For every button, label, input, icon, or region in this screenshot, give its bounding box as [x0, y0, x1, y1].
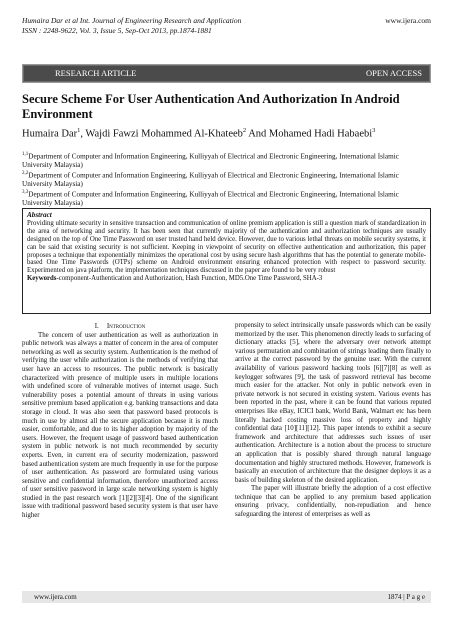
author-affiliation-mark: 3 [372, 127, 376, 134]
page-footer [22, 591, 431, 603]
page-number: 1874 | P a g e [387, 593, 425, 601]
keywords-line [27, 275, 426, 283]
journal-citation-line: Humaira Dar et al Int. Journal of Engineering Research and Application [22, 16, 242, 25]
author-name: , Wajdi Fawzi Mohammed Al-Khateeb [80, 128, 243, 140]
article-type-banner [22, 64, 431, 83]
research-article-label: RESEARCH ARTICLE [55, 68, 137, 78]
author-name: Humaira Dar [22, 128, 78, 140]
paper-title: Secure Scheme For User Authentication And Authorization In Android Environment [22, 92, 400, 121]
footer-website[interactable]: www.ijera.com [34, 593, 77, 601]
keywords-label: Keywords- [27, 275, 59, 283]
affiliation-list [22, 151, 423, 208]
affiliation-item: $^{1,1}$Department of Computer and Information Engineering, Kulliyyah of Electrical and Electronic Engineering, International Islamic University Malaysia) [22, 152, 399, 170]
body-paragraph: The paper will illustrate briefly the adoption of a cost effective technique that can be applied to any premium based application ensuring privacy, confidentially, non-repudiation and hence safeguarding the interest of enterprises as well as [235, 485, 431, 519]
affiliation-item: $^{2,2}$Department of Computer and Information Engineering, Kulliyyah of Electrical and Electronic Engineering, International Islamic University Malaysia) [22, 170, 399, 189]
right-column [235, 322, 431, 590]
abstract-body: Providing ultimate security in sensitive transaction and communication of online premium application is still a question mark of standardization in the area of networking and security. It has been seen that currently majority of the authentication and authorization techniques are usually designed on the top of One Time Password on user trusted hand held device. However, due to various lethal threats on mobile security systems, it can be said that existing security is not sufficient. Keeping in viewpoint of security on effective authentication and authorization, this paper proposes a technique that exponentially minimizes the operational cost by using secure hash algorithms that has the potential to generate mobile-based One Time Passwords (OTPs) scheme on Android environment ensuring enhanced protection with respect to password security. Experimented on java platform, the implementation techniques discussed in the paper are found to be very robust [27, 219, 426, 275]
left-column [22, 322, 218, 590]
body-paragraph: propensity to select intrinsically unsafe passwords which can be easily memorized by the user. This phenomenon directly leads to surfacing of dictionary attacks [5], where the adversary over network attempt various permutation and combination of strings leading them finally to arrive at the correct password by the genuine user. With the current availability of various password hacking tools [6][7][8] as well as keylogger softwares [9], the task of password retrieval has become much easier for the attacker. Not only in public network even in private network is not secured in existing system. Various events has been reported in the past, where it can be found that various reputed enterprises like eBay, ICICI bank, World Bank, Walmart etc has been literally hacked costing massive loss of property and highly confidential data [10][11][12]. This paper intends to exhibit a secure framework and architecture that addresses such issues of user authentication. Architecture is a notion about the process to structure an application that is possibly shared through natural language documentation and highly structured methods. However, framework is basically an execution of architecture that the designer deploys it as a basis of building skeleton of the desired application. [235, 322, 431, 484]
abstract-box [22, 208, 431, 314]
author-affiliation-mark: 2 [242, 127, 247, 134]
abstract-heading: Abstract [27, 211, 52, 219]
open-access-label: OPEN ACCESS [366, 68, 422, 78]
author-affiliation-mark: 1 [77, 127, 81, 134]
author-name: And Mohamed Hadi Habaebi [246, 128, 373, 140]
journal-header [22, 16, 431, 36]
journal-issn-line: ISSN : 2248-9622, Vol. 3, Issue 5, Sep-Oct 2013, pp.1874-1881 [22, 26, 212, 35]
keywords-text: component-Authentication and Authorization, Hash Function, MD5.One Time Password, SHA-3 [58, 275, 323, 283]
author-list [22, 124, 423, 141]
section-title: Introduction [106, 322, 146, 330]
section-heading [22, 322, 218, 331]
affiliation-item: $^{3,3}$Department of Computer and Information Engineering, Kulliyyah of Electrical and Electronic Engineering, International Islamic University Malaysia) [22, 189, 399, 208]
section-number: I. [94, 322, 99, 330]
body-paragraph: The concern of user authentication as well as authorization in public network was always a matter of concern in the area of computer networking as well as security system. Authentication is the method of verifying the user while authorization is the methods of verifying that user have an access to resources. The public network is basically characterized with presence of multiple users in multiple locations with undefined score of vulnerable motives of internet usage. Such vulnerability poses a potential amount of threats in using various sensitive premium based application e.g. banking transactions and data storage in cloud. It was also seen that password based protocols is much in use by almost all the secure application because it is much easier, comfortable, and due to its higher adoption by majority of the users. However, the frequent usage of password based authentication system in public network is not much recommended by security experts. Even, in current era of security modernization, password based authentication system are much frequently in use for the purpose of user authentication. As password are formulated using various sensitive and confidential information, therefore unauthorized access of user sensitive password in large scale networking system is highly studied in the past research work [1][2][3][4]. One of the significant issue with traditional password based security system is that user have higher [22, 331, 218, 520]
journal-website[interactable]: www.ijera.com [385, 16, 431, 25]
